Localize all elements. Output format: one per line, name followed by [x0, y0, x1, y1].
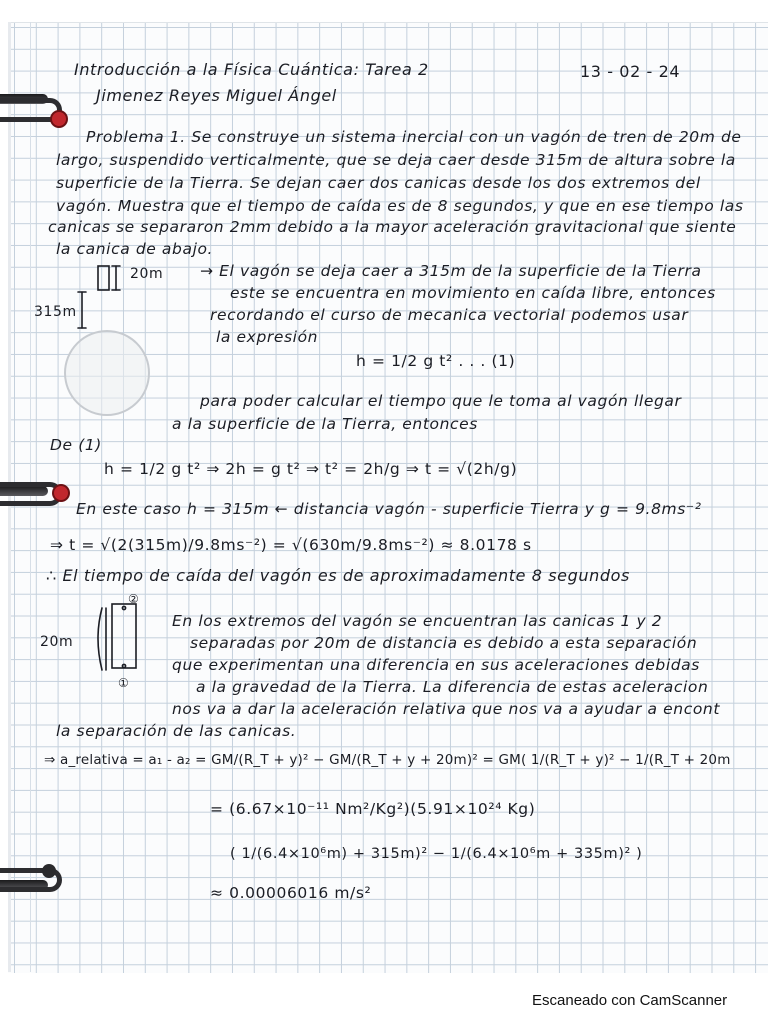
solution-line: que experimentan una diferencia en sus aceleraciones debidas	[172, 656, 700, 674]
problem-line: largo, suspendido verticalmente, que se deja caer desde 315m de altura sobre la	[56, 151, 736, 169]
time-conclusion: ∴ El tiempo de caída del vagón es de aproximadamente 8 segundos	[46, 566, 630, 585]
problem-line: superficie de la Tierra. Se dejan caer dos canicas desde los dos extremos del	[56, 174, 701, 192]
marbles-wagon-sketch	[92, 594, 152, 684]
derivation: h = 1/2 g t² ⇒ 2h = g t² ⇒ t² = 2h/g ⇒ t = √(2h/g)	[104, 460, 518, 478]
solution-line: para poder calcular el tiempo que le toma al vagón llegar	[200, 392, 682, 410]
result-relative-acceleration: ≈ 0.00006016 m/s²	[210, 884, 372, 902]
solution-line: este se encuentra en movimiento en caída libre, entonces	[230, 284, 716, 302]
problem-line: vagón. Muestra que el tiempo de caída es de 8 segundos, y que en ese tiempo las	[56, 197, 744, 215]
marble-1-label: ①	[118, 676, 130, 690]
solution-line: a la gravedad de la Tierra. La diferencia de estas aceleracion	[196, 678, 709, 696]
marble-2-label: ②	[128, 592, 140, 606]
binder-clip-middle	[54, 486, 68, 500]
constants-substitution: = (6.67×10⁻¹¹ Nm²/Kg²)(5.91×10²⁴ Kg)	[210, 800, 536, 818]
solution-line: recordando el curso de mecanica vectorial podemos usar	[210, 306, 689, 324]
equation-1: h = 1/2 g t² . . . (1)	[356, 352, 516, 370]
wagon-drop-sketch	[76, 262, 126, 334]
solution-line: → El vagón se deja caer a 315m de la superficie de la Tierra	[200, 262, 702, 280]
solution-line: En este caso h = 315m ← distancia vagón - superficie Tierra y g = 9.8ms⁻²	[76, 500, 702, 518]
punch-hole-mark	[64, 330, 150, 416]
relative-acceleration-equation: ⇒ a_relativa = a₁ - a₂ = GM/(R_T + y)² − GM/(R_T + y + 20m)² = GM( 1/(R_T + y)² − 1/(R_T + 20m	[44, 752, 731, 768]
problem-line: Problema 1. Se construye un sistema inercial con un vagón de tren de 20m de	[86, 128, 742, 146]
solution-line: la separación de las canicas.	[56, 722, 297, 740]
author-name: Jimenez Reyes Miguel Ángel	[96, 86, 337, 105]
solution-line: a la superficie de la Tierra, entonces	[172, 415, 478, 433]
problem-line: canicas se separaron 2mm debido a la mayor aceleración gravitacional que siente	[48, 218, 737, 236]
binder-clip-top	[52, 112, 66, 126]
binder-ring-middle	[0, 482, 62, 506]
radius-substitution: ( 1/(6.4×10⁶m) + 315m)² − 1/(6.4×10⁶m + 335m)² )	[230, 846, 643, 862]
binder-clip-bottom	[42, 864, 56, 878]
solution-line: De (1)	[50, 436, 102, 454]
wagon-length-label: 20m	[130, 266, 164, 282]
scanner-watermark: Escaneado con CamScanner	[532, 992, 728, 1009]
drop-height-label: 315m	[34, 304, 77, 320]
problem-line: la canica de abajo.	[56, 240, 214, 258]
time-calculation: ⇒ t = √(2(315m)/9.8ms⁻²) = √(630m/9.8ms⁻²) ≈ 8.0178 s	[50, 536, 532, 554]
assignment-title: Introducción a la Física Cuántica: Tarea 2	[74, 60, 429, 79]
date: 13 - 02 - 24	[580, 62, 681, 81]
solution-line: la expresión	[216, 328, 319, 346]
solution-line: separadas por 20m de distancia es debido a esta separación	[190, 634, 698, 652]
solution-line: En los extremos del vagón se encuentran las canicas 1 y 2	[172, 612, 663, 630]
solution-line: nos va a dar la aceleración relativa que nos va a ayudar a encont	[172, 700, 721, 718]
wagon-length-label-2: 20m	[40, 634, 74, 650]
